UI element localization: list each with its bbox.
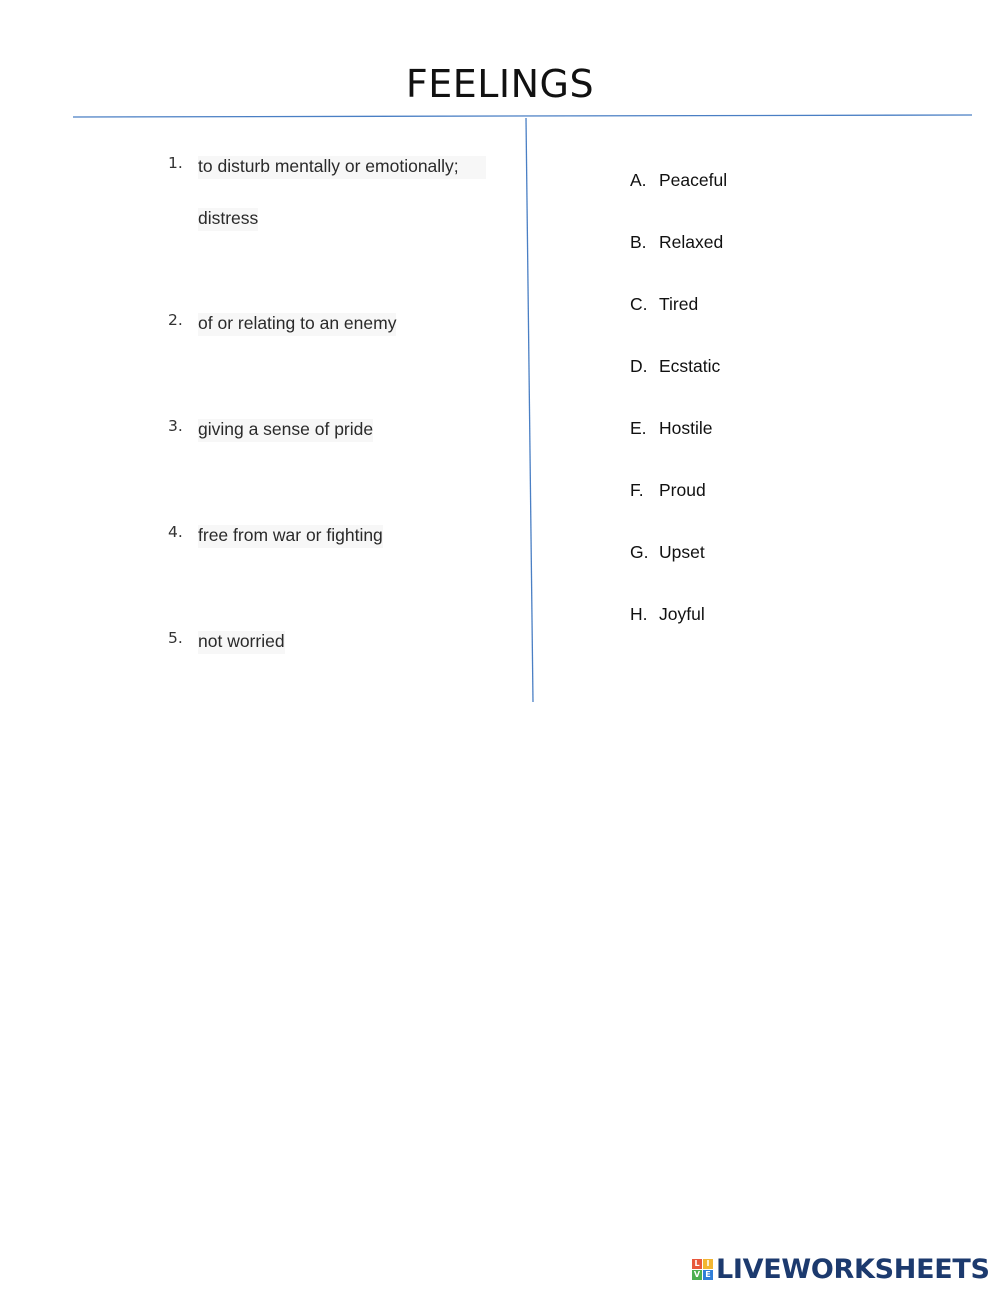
option-letter: B. <box>630 232 647 252</box>
logo-mark-tile: E <box>703 1270 713 1280</box>
definition-number: 1. <box>168 154 183 172</box>
logo-mark-tile: I <box>703 1259 713 1269</box>
page-title: FEELINGS <box>405 62 595 106</box>
logo-mark-icon <box>692 1259 713 1280</box>
option-letter: E. <box>630 418 647 438</box>
definition-number: 4. <box>168 523 183 541</box>
definition-text: of or relating to an enemy <box>198 313 396 336</box>
definition-text: not worried <box>198 631 285 654</box>
definition-text: to disturb mentally or emotionally; <box>198 156 486 179</box>
option-word: Tired <box>659 294 699 314</box>
option-letter: G. <box>630 542 649 562</box>
definition-number: 2. <box>168 311 183 329</box>
option-word: Hostile <box>659 418 713 438</box>
option-letter: C. <box>630 294 648 314</box>
definition-text: free from war or fighting <box>198 525 383 548</box>
logo-text: LIVEWORKSHEETS <box>716 1253 990 1285</box>
vertical-divider <box>526 118 533 702</box>
option-word: Relaxed <box>659 232 724 252</box>
option-word: Joyful <box>659 604 705 624</box>
option-word: Peaceful <box>659 170 728 190</box>
logo-mark-tile: V <box>693 1269 701 1279</box>
option-letter: D. <box>630 356 648 376</box>
option-word: Ecstatic <box>659 356 721 376</box>
logo-mark-tile: L <box>692 1259 702 1269</box>
option-word: Upset <box>659 542 705 562</box>
definition-text: giving a sense of pride <box>198 419 373 442</box>
definition-number: 5. <box>168 629 183 647</box>
definition-text-continuation: distress <box>198 208 258 231</box>
option-letter: A. <box>630 170 647 190</box>
option-letter: H. <box>630 604 648 624</box>
definition-number: 3. <box>168 417 183 435</box>
horizontal-divider <box>73 115 972 117</box>
option-letter: F. <box>630 480 644 500</box>
liveworksheets-logo <box>692 1254 990 1284</box>
option-word: Proud <box>659 480 706 500</box>
